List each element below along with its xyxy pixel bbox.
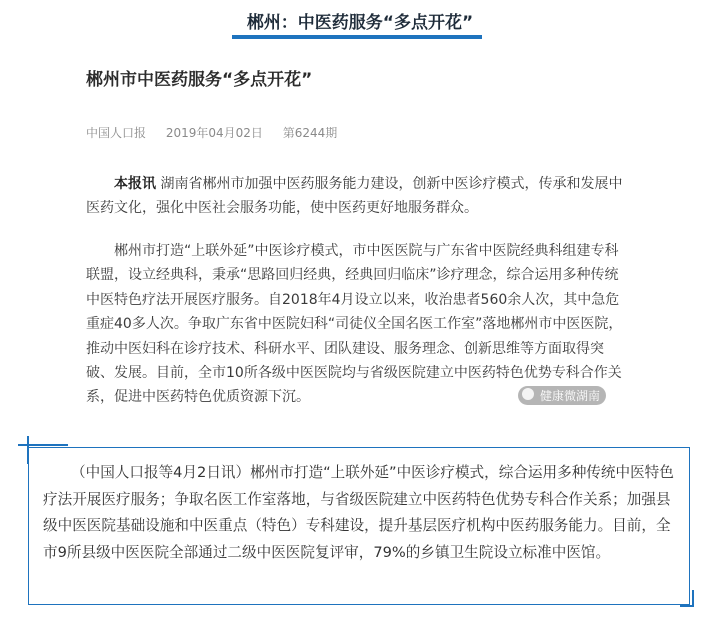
clipping-meta xyxy=(86,124,353,141)
summary-text: （中国人口报等4月2日讯）郴州市打造“上联外延”中医诊疗模式，综合运用多种传统中医特色疗法开展医疗服务；争取名医工作室落地，与省级医院建立中医药特色优势专科合作关系；加强县级中医医院基础设施和中医重点（特色）专科建设，提升基层医疗机构中医药服务能力。目前，全市9所县级中医医院全部通过二级中医医院复评审，79%的乡镇卫生院设立标准中医馆。 xyxy=(43,464,674,561)
clipping-date: 2019年04月02日 xyxy=(165,126,263,140)
watermark xyxy=(518,386,606,405)
clipping-title: 郴州市中医药服务“多点开花” xyxy=(86,70,313,90)
clipping-paragraph-1 xyxy=(86,172,626,221)
corner-decoration-top-left-vertical xyxy=(27,436,29,464)
paragraph-1-text: 湖南省郴州市加强中医药服务能力建设，创新中医诊疗模式，传承和发展中医药文化，强化中医社会服务功能，使中医药更好地服务群众。 xyxy=(86,176,623,217)
corner-decoration-top-left xyxy=(18,444,68,446)
title-underline xyxy=(232,35,482,39)
newspaper-clipping xyxy=(68,48,644,431)
paragraph-lead: 本报讯 xyxy=(114,176,156,192)
wechat-icon xyxy=(522,388,534,400)
watermark-text: 健康微湖南 xyxy=(540,389,601,403)
clipping-paragraph-2: 郴州市打造“上联外延”中医诊疗模式，市中医医院与广东省中医院经典科组建专科联盟，设立经典科，秉承“思路回归经典，经典回归临床”诊疗理念，综合运用多种传统中医特色疗法开展医疗服务。自2018年4月设立以来，收治患者560余人次，其中急危重症40多人次。争取广东省中医院妇科“司徒仪全国名医工作室”落地郴州市中医医院，推动中医妇科在诊疗技术、科研水平、团队建设、服务理念、创新思维等方面取得突破、发展。目前，全市10所各级中医医院均与省级医院建立中医药特色优势专科合作关系，促进中医药特色优质资源下沉。 xyxy=(86,243,623,406)
clipping-source: 中国人口报 xyxy=(86,126,147,140)
page-title: 郴州：中医药服务“多点开花” xyxy=(246,13,474,33)
clipping-issue: 第6244期 xyxy=(282,126,338,140)
corner-decoration-bottom-right-vertical xyxy=(692,590,694,607)
